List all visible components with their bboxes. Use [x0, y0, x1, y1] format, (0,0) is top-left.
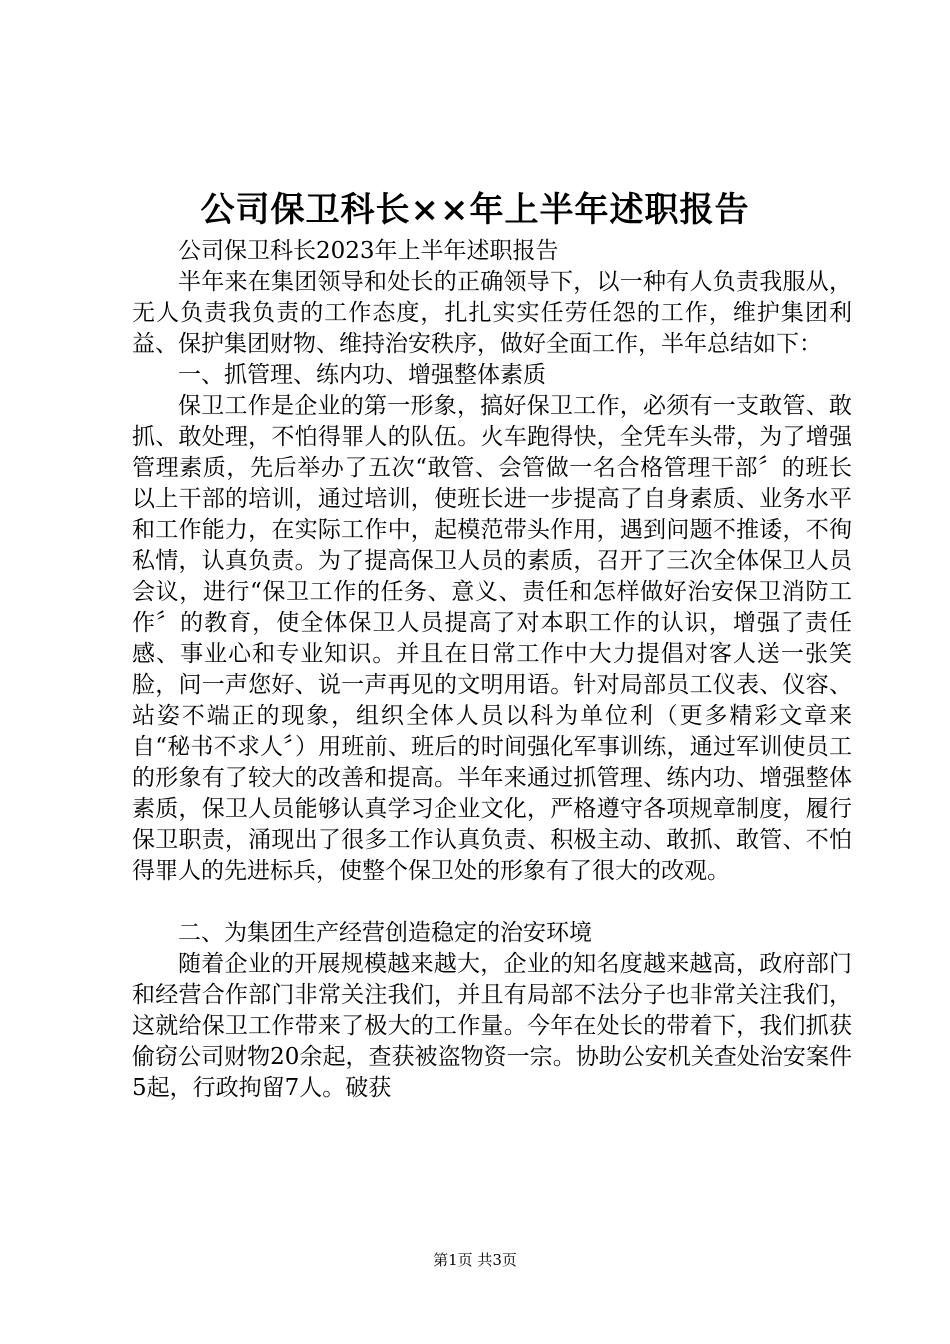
- section-heading-2: 二、为集团生产经营创造稳定的治安环境: [178, 920, 592, 946]
- document-body: [132, 236, 852, 1104]
- section-1-paragraph: 保卫工作是企业的第一形象，搞好保卫工作，必须有一支敢管、敢抓、敢处理，不怕得罪人的队伍。火车跑得快，全凭车头带，为了增强管理素质，先后举办了五次“敢管、会管做一名合格管理干部〞的班长以上干部的培训，通过培训，使班长进一步提高了自身素质、业务水平和工作能力，在实际工作中，起模范带头作用，遇到问题不推诿，不徇私情，认真负责。为了提高保卫人员的素质，召开了三次全体保卫人员会议，进行“保卫工作的任务、意义、责任和怎样做好治安保卫消防工作〞的教育，使全体保卫人员提高了对本职工作的认识，增强了责任感、事业心和专业知识。并且在日常工作中大力提倡对客人送一张笑脸，问一声您好、说一声再见的文明用语。针对局部员工仪表、仪容、站姿不端正的现象，组织全体人员以科为单位利（更多精彩文章来自“秘书不求人〞）用班前、班后的时间强化军事训练，通过军训使员工的形象有了较大的改善和提高。半年来通过抓管理、练内功、增强整体素质，保卫人员能够认真学习企业文化，严格遵守各项规章制度，履行保卫职责，涌现出了很多工作认真负责、积极主动、敢抓、敢管、不怕得罪人的先进标兵，使整个保卫处的形象有了很大的改观。: [132, 393, 852, 884]
- section-2-paragraph: 随着企业的开展规模越来越大，企业的知名度越来越高，政府部门和经营合作部门非常关注我们，并且有局部不法分子也非常关注我们，这就给保卫工作带来了极大的工作量。今年在处长的带着下，我们抓获偷窃公司财物20余起，查获被盗物资一宗。协助公安机关查处治安案件5起，行政拘留7人。破获: [132, 951, 852, 1101]
- paragraph-spacer: [132, 887, 852, 918]
- intro-paragraph: 半年来在集团领导和处长的正确领导下，以一种有人负责我服从，无人负责我负责的工作态度，扎扎实实任劳任怨的工作，维护集团利益、保护集团财物、维持治安秩序，做好全面工作，半年总结如下：: [132, 269, 852, 357]
- section-heading-1: 一、抓管理、练内功、增强整体素质: [178, 362, 546, 388]
- report-heading-line: 公司保卫科长2023年上半年述职报告: [178, 238, 559, 264]
- page-title: 公司保卫科长××年上半年述职报告: [200, 190, 750, 230]
- page-footer: 第1页 共3页: [433, 1251, 517, 1269]
